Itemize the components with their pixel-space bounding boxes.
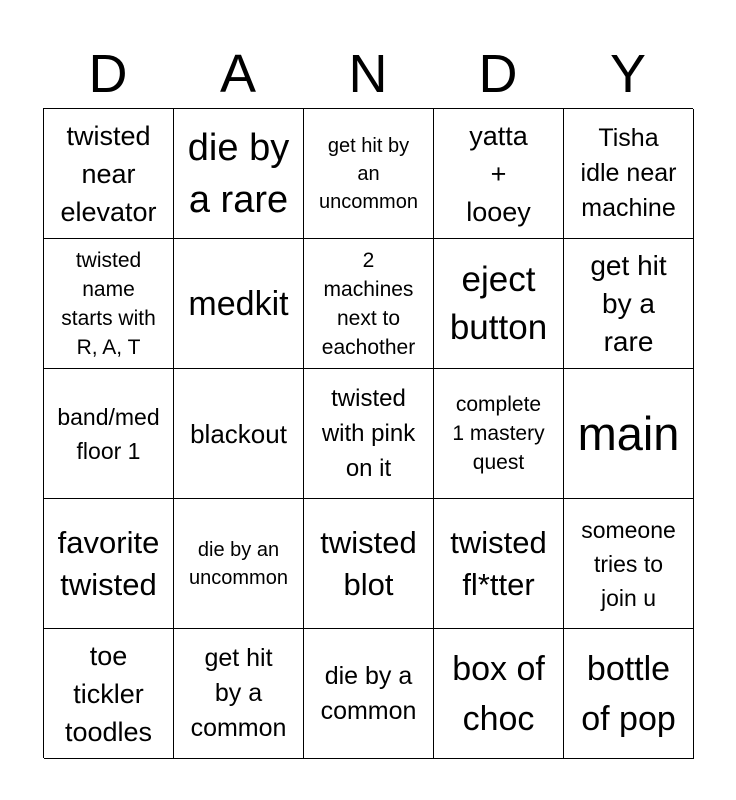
cell-text: get hit by an uncommon — [319, 134, 418, 213]
bingo-header — [43, 40, 693, 108]
bingo-cell-r4c5[interactable] — [564, 499, 694, 629]
cell-text: 2 machines next to eachother — [321, 248, 416, 359]
cell-text: someone tries to join u — [581, 516, 676, 611]
header-letter-a: A — [219, 44, 257, 104]
bingo-cell-r1c2[interactable] — [174, 109, 304, 239]
cell-text: twisted fl*tter — [450, 524, 547, 602]
cell-text: medkit — [188, 284, 289, 323]
cell-text: get hit by a common — [190, 644, 287, 742]
bingo-cell-r1c1[interactable] — [44, 109, 174, 239]
bingo-cell-r4c3[interactable] — [304, 499, 434, 629]
cell-text: toe tickler toodles — [64, 640, 153, 747]
cell-text: blackout — [190, 418, 287, 449]
header-letter-d-2: D — [478, 44, 518, 104]
bingo-cell-r3c4[interactable] — [434, 369, 564, 499]
cell-text: Tisha idle near machine — [580, 124, 677, 222]
bingo-cell-r2c2[interactable] — [174, 239, 304, 369]
bingo-cell-r4c1[interactable] — [44, 499, 174, 629]
cell-text: twisted name starts with R, A, T — [61, 248, 156, 359]
bingo-cell-r5c5[interactable] — [564, 629, 694, 759]
bingo-cell-r3c3[interactable] — [304, 369, 434, 499]
header-letter-y: Y — [609, 44, 647, 104]
bingo-cell-r2c3[interactable] — [304, 239, 434, 369]
bingo-cell-r1c5[interactable] — [564, 109, 694, 239]
bingo-cell-r2c5[interactable] — [564, 239, 694, 369]
bingo-cell-r2c1[interactable] — [44, 239, 174, 369]
bingo-cell-r4c4[interactable] — [434, 499, 564, 629]
bingo-cell-r2c4[interactable] — [434, 239, 564, 369]
header-letter-n: N — [348, 44, 388, 104]
cell-text: band/med floor 1 — [57, 403, 160, 464]
bingo-cell-r4c2[interactable] — [174, 499, 304, 629]
cell-text: complete 1 mastery quest — [452, 393, 545, 474]
bingo-cell-r3c2[interactable] — [174, 369, 304, 499]
cell-text: twisted blot — [320, 524, 417, 602]
bingo-cell-r1c4[interactable] — [434, 109, 564, 239]
cell-text: get hit by a rare — [590, 249, 667, 357]
cell-text: bottle of pop — [581, 649, 676, 738]
cell-text: die by an uncommon — [189, 538, 288, 589]
cell-text: die by a common — [320, 661, 417, 725]
cell-text: die by a rare — [187, 126, 290, 221]
cell-text: box of choc — [452, 649, 545, 738]
bingo-cell-r5c4[interactable] — [434, 629, 564, 759]
bingo-cell-r1c3[interactable] — [304, 109, 434, 239]
cell-text: favorite twisted — [57, 524, 160, 602]
cell-text: eject button — [449, 259, 548, 347]
bingo-cell-r3c1[interactable] — [44, 369, 174, 499]
cell-text: twisted near elevator — [60, 120, 157, 227]
header-letter-d: D — [88, 44, 128, 104]
cell-text: twisted with pink on it — [321, 385, 416, 482]
cell-text: main — [577, 406, 680, 460]
cell-text: yatta + looey — [466, 120, 531, 227]
bingo-board — [43, 108, 693, 758]
bingo-cell-r5c1[interactable] — [44, 629, 174, 759]
bingo-cell-r3c5[interactable] — [564, 369, 694, 499]
bingo-cell-r5c3[interactable] — [304, 629, 434, 759]
bingo-cell-r5c2[interactable] — [174, 629, 304, 759]
